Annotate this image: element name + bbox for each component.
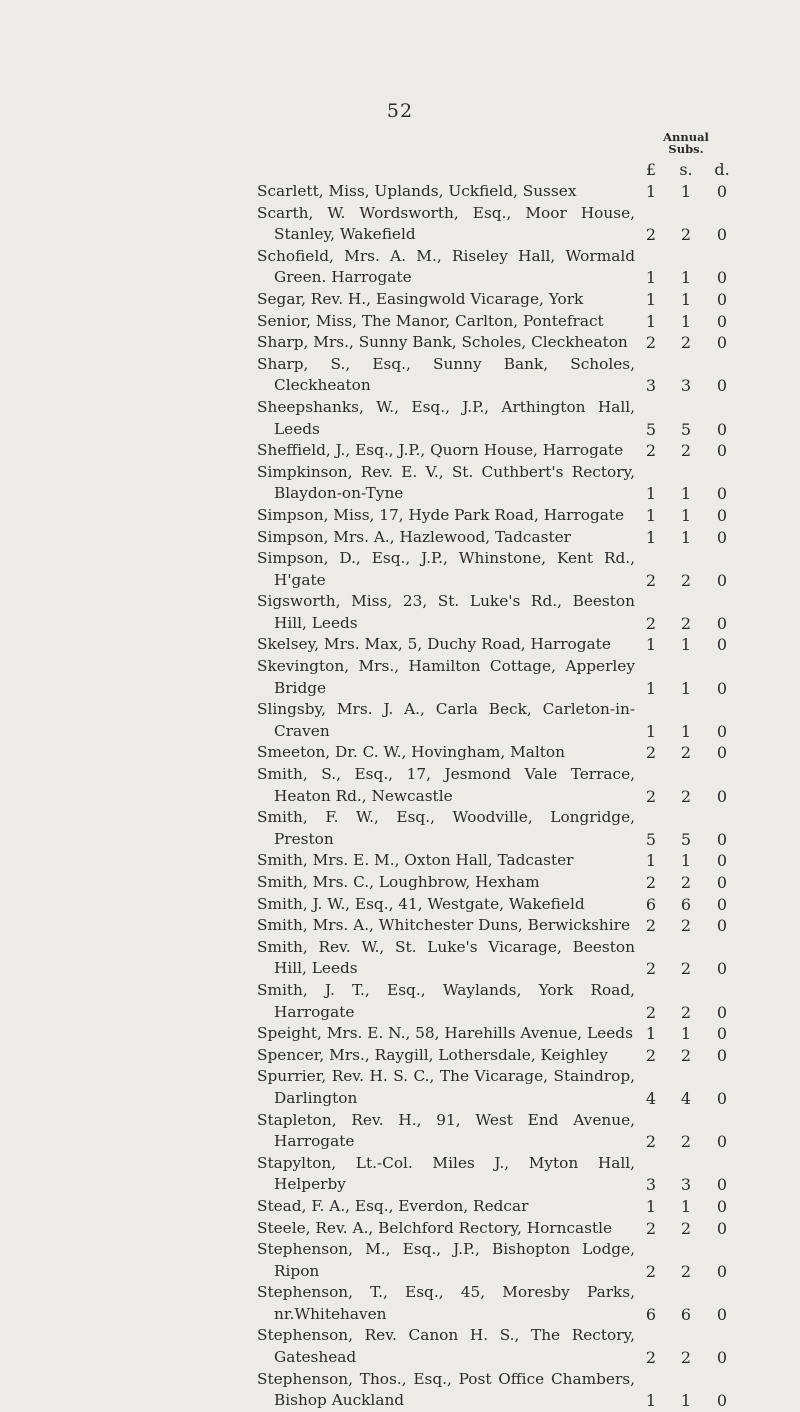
- amount-pence: 0: [716, 1196, 728, 1216]
- list-item: [0, 289, 800, 311]
- amount-shillings: 1: [680, 268, 692, 288]
- amount-pence: 0: [716, 635, 728, 655]
- amount-shillings: 2: [680, 441, 692, 461]
- list-item: [0, 1045, 800, 1067]
- amount-pounds: 2: [645, 786, 657, 806]
- amount-shillings: 4: [680, 1088, 692, 1108]
- amount-pence: 0: [716, 1304, 728, 1324]
- amount-pounds: 2: [645, 1348, 657, 1368]
- subscriber-name: Scarlett, Miss, Uplands, Uckfield, Sussex: [257, 182, 577, 200]
- amount-shillings: 1: [680, 1024, 692, 1044]
- amount-shillings: 2: [680, 959, 692, 979]
- amount-pounds: 5: [645, 829, 657, 849]
- amount-shillings: 2: [680, 1261, 692, 1281]
- subscriber-name: Smith, J. T., Esq., Waylands, York Road, Harrogate: [257, 980, 635, 1021]
- subscriber-name: Skevington, Mrs., Hamilton Cottage, Apperley Bridge: [257, 657, 635, 697]
- amount-pounds: 4: [645, 1088, 657, 1108]
- amount-pence: 0: [716, 570, 728, 590]
- amount-pounds: 2: [645, 873, 657, 892]
- amount-pounds: 2: [645, 1261, 657, 1281]
- amount-pounds: 1: [645, 505, 657, 525]
- amount-pounds: 2: [645, 225, 657, 245]
- amount-pence: 0: [716, 225, 728, 245]
- amount-pounds: 1: [645, 311, 657, 331]
- amount-pence: 0: [716, 678, 728, 698]
- amount-shillings: 2: [680, 1218, 692, 1238]
- amount-pounds: 1: [645, 484, 657, 504]
- subscriber-name: Scarth, W. Wordsworth, Esq., Moor House, Stanley, Wakefield: [257, 203, 635, 244]
- amount-pence: 0: [716, 743, 728, 763]
- amount-pounds: 2: [645, 1218, 657, 1238]
- list-item: [0, 872, 800, 894]
- amount-shillings: 2: [680, 1348, 692, 1368]
- amount-pence: 0: [716, 916, 728, 936]
- amount-pounds: 2: [645, 441, 657, 461]
- amount-pounds: 2: [645, 959, 657, 979]
- amount-pence: 0: [716, 959, 728, 979]
- list-item: [0, 1282, 800, 1325]
- list-item: [0, 699, 800, 742]
- column-header-line1: Annual: [663, 130, 709, 144]
- amount-shillings: 1: [680, 182, 692, 201]
- amount-pence: 0: [716, 268, 728, 288]
- amount-pence: 0: [716, 1261, 728, 1281]
- subscriber-name: Simpson, D., Esq., J.P., Whinstone, Kent Rd., H'gate: [257, 549, 635, 589]
- amount-shillings: 5: [680, 829, 692, 849]
- amount-pounds: 1: [645, 1196, 657, 1216]
- subscriber-name: Stephenson, Rev. Canon H. S., The Rectory, Gateshead: [257, 1326, 635, 1367]
- subscriber-name: Spencer, Mrs., Raygill, Lothersdale, Keighley: [257, 1045, 608, 1064]
- amount-pounds: 2: [645, 1132, 657, 1152]
- amount-pence: 0: [716, 829, 728, 849]
- subscriber-name: Sharp, Mrs., Sunny Bank, Scholes, Cleckheaton: [257, 333, 628, 352]
- amount-pounds: 3: [645, 376, 657, 396]
- list-item: [0, 548, 800, 591]
- column-header: [640, 131, 732, 155]
- subscriber-name: Segar, Rev. H., Easingwold Vicarage, York: [257, 289, 584, 308]
- amount-pounds: 1: [645, 635, 657, 655]
- subscriber-list: [0, 181, 800, 1412]
- list-item: [0, 203, 800, 246]
- amount-shillings: 1: [680, 527, 692, 547]
- subscriber-name: Senior, Miss, The Manor, Carlton, Pontefract: [257, 311, 604, 330]
- list-item: [0, 1369, 800, 1412]
- page-number: 52: [386, 100, 414, 122]
- amount-pence: 0: [716, 484, 728, 504]
- subscriber-name: Simpson, Mrs. A., Hazlewood, Tadcaster: [257, 527, 571, 546]
- subscriber-name: Stephenson, T., Esq., 45, Moresby Parks, nr.Whitehaven: [257, 1283, 635, 1323]
- subscriber-name: Smeeton, Dr. C. W., Hovingham, Malton: [257, 743, 565, 762]
- amount-shillings: 1: [680, 289, 692, 309]
- amount-shillings: 2: [680, 1132, 692, 1152]
- list-item: [0, 354, 800, 397]
- shillings-symbol: s.: [679, 160, 693, 179]
- subscriber-name: Steele, Rev. A., Belchford Rectory, Horncastle: [257, 1218, 613, 1237]
- amount-shillings: 2: [680, 873, 692, 892]
- amount-shillings: 1: [680, 505, 692, 525]
- amount-shillings: 1: [680, 678, 692, 698]
- amount-shillings: 2: [680, 570, 692, 590]
- amount-shillings: 1: [680, 484, 692, 504]
- list-item: [0, 915, 800, 937]
- subscriber-name: Stephenson, M., Esq., J.P., Bishopton Lodge, Ripon: [257, 1240, 635, 1280]
- amount-pence: 0: [716, 333, 728, 353]
- subscriber-name: Smith, Rev. W., St. Luke's Vicarage, Beeston Hill, Leeds: [257, 937, 635, 978]
- list-item: [0, 1325, 800, 1368]
- amount-pounds: 5: [645, 419, 657, 439]
- amount-pounds: 6: [645, 1304, 657, 1324]
- list-item: [0, 980, 800, 1023]
- amount-pence: 0: [716, 505, 728, 525]
- amount-pounds: 1: [645, 1024, 657, 1044]
- amount-pounds: 1: [645, 527, 657, 547]
- amount-pence: 0: [716, 376, 728, 396]
- amount-pounds: 1: [645, 182, 657, 201]
- amount-pounds: 2: [645, 916, 657, 936]
- subscriber-name: Slingsby, Mrs. J. A., Carla Beck, Carleton-in-Craven: [257, 700, 635, 740]
- subscriber-name: Stapylton, Lt.-Col. Miles J., Myton Hall, Helperby: [257, 1153, 635, 1194]
- list-item: [0, 1218, 800, 1240]
- subscriber-name: Speight, Mrs. E. N., 58, Harehills Avenue, Leeds: [257, 1024, 633, 1043]
- amount-pence: 0: [716, 1024, 728, 1044]
- subscriber-name: Smith, Mrs. E. M., Oxton Hall, Tadcaster: [257, 851, 574, 870]
- list-item: [0, 332, 800, 354]
- pounds-symbol: £: [645, 160, 657, 179]
- amount-shillings: 1: [680, 851, 692, 871]
- list-item: [0, 742, 800, 764]
- amount-pence: 0: [716, 1132, 728, 1152]
- pence-symbol: d.: [714, 160, 730, 179]
- list-item: [0, 462, 800, 505]
- list-item: [0, 1023, 800, 1045]
- subscriber-name: Skelsey, Mrs. Max, 5, Duchy Road, Harrogate: [257, 635, 611, 654]
- amount-pence: 0: [716, 1175, 728, 1195]
- amount-shillings: 2: [680, 613, 692, 633]
- amount-shillings: 2: [680, 743, 692, 763]
- list-item: [0, 397, 800, 440]
- subscriber-name: Simpson, Miss, 17, Hyde Park Road, Harrogate: [257, 505, 625, 524]
- subscriber-name: Smith, Mrs. A., Whitchester Duns, Berwickshire: [257, 916, 631, 935]
- subscriber-name: Spurrier, Rev. H. S. C., The Vicarage, Staindrop, Darlington: [257, 1067, 635, 1107]
- amount-pence: 0: [716, 894, 728, 914]
- subscriber-name: Smith, J. W., Esq., 41, Westgate, Wakefield: [257, 894, 585, 913]
- list-item: [0, 1153, 800, 1196]
- subscriber-name: Sheepshanks, W., Esq., J.P., Arthington Hall, Leeds: [257, 397, 635, 438]
- list-item: [0, 656, 800, 699]
- list-item: [0, 1239, 800, 1282]
- amount-pounds: 1: [645, 721, 657, 741]
- amount-pence: 0: [716, 441, 728, 461]
- amount-shillings: 2: [680, 786, 692, 806]
- amount-shillings: 3: [680, 1175, 692, 1195]
- subscriber-name: Sharp, S., Esq., Sunny Bank, Scholes, Cleckheaton: [257, 354, 635, 395]
- list-item: [0, 311, 800, 333]
- subscriber-name: Sheffield, J., Esq., J.P., Quorn House, Harrogate: [257, 441, 624, 460]
- amount-pence: 0: [716, 1045, 728, 1065]
- list-item: [0, 807, 800, 850]
- amount-shillings: 6: [680, 1304, 692, 1324]
- amount-pounds: 1: [645, 268, 657, 288]
- amount-pounds: 2: [645, 570, 657, 590]
- amount-pounds: 1: [645, 289, 657, 309]
- amount-shillings: 5: [680, 419, 692, 439]
- subscriber-name: Stephenson, Thos., Esq., Post Office Chambers, Bishop Auckland: [257, 1369, 635, 1410]
- amount-pence: 0: [716, 851, 728, 871]
- amount-shillings: 6: [680, 894, 692, 914]
- list-item: [0, 505, 800, 527]
- amount-pounds: 2: [645, 333, 657, 353]
- subscriber-name: Schofield, Mrs. A. M., Riseley Hall, Wormald Green. Harrogate: [257, 246, 635, 287]
- amount-pence: 0: [716, 613, 728, 633]
- amount-pounds: 2: [645, 1045, 657, 1065]
- column-header-line2: Subs.: [668, 142, 704, 157]
- amount-shillings: 1: [680, 721, 692, 741]
- subscriber-name: Smith, S., Esq., 17, Jesmond Vale Terrace, Heaton Rd., Newcastle: [257, 765, 635, 805]
- amount-shillings: 2: [680, 916, 692, 936]
- list-item: [0, 764, 800, 807]
- amount-pence: 0: [716, 786, 728, 806]
- amount-pence: 0: [716, 721, 728, 741]
- list-item: [0, 1196, 800, 1218]
- amount-pence: 0: [716, 873, 728, 892]
- amount-pounds: 6: [645, 894, 657, 914]
- amount-shillings: 2: [680, 1002, 692, 1022]
- list-item: [0, 937, 800, 980]
- amount-pounds: 2: [645, 1002, 657, 1022]
- amount-shillings: 2: [680, 333, 692, 353]
- list-item: [0, 634, 800, 656]
- amount-pence: 0: [716, 289, 728, 309]
- list-item: [0, 1110, 800, 1153]
- subscriber-name: Stapleton, Rev. H., 91, West End Avenue, Harrogate: [257, 1110, 635, 1151]
- amount-shillings: 2: [680, 1045, 692, 1065]
- list-item: [0, 527, 800, 549]
- amount-shillings: 1: [680, 311, 692, 331]
- amount-shillings: 1: [680, 635, 692, 655]
- amount-pence: 0: [716, 1218, 728, 1238]
- amount-pence: 0: [716, 527, 728, 547]
- amount-pounds: 1: [645, 1391, 657, 1411]
- amount-shillings: 3: [680, 376, 692, 396]
- subscriber-name: Simpkinson, Rev. E. V., St. Cuthbert's Rectory, Blaydon-on-Tyne: [257, 462, 635, 503]
- amount-pence: 0: [716, 311, 728, 331]
- amount-pence: 0: [716, 1088, 728, 1108]
- subscriber-name: Smith, F. W., Esq., Woodville, Longridge, Preston: [257, 808, 635, 848]
- amount-pence: 0: [716, 1002, 728, 1022]
- amount-shillings: 2: [680, 225, 692, 245]
- list-item: [0, 850, 800, 872]
- list-item: [0, 1066, 800, 1109]
- list-item: [0, 440, 800, 462]
- list-item: [0, 246, 800, 289]
- subscriber-name: Stead, F. A., Esq., Everdon, Redcar: [257, 1196, 529, 1215]
- list-item: [0, 894, 800, 916]
- amount-shillings: 1: [680, 1391, 692, 1411]
- list-item: [0, 181, 800, 203]
- amount-pence: 0: [716, 419, 728, 439]
- amount-shillings: 1: [680, 1196, 692, 1216]
- subscriber-name: Smith, Mrs. C., Loughbrow, Hexham: [257, 873, 540, 891]
- amount-pounds: 1: [645, 678, 657, 698]
- amount-pounds: 2: [645, 613, 657, 633]
- amount-pence: 0: [716, 182, 728, 201]
- amount-pounds: 1: [645, 851, 657, 871]
- amount-pounds: 2: [645, 743, 657, 763]
- amount-pence: 0: [716, 1348, 728, 1368]
- amount-pence: 0: [716, 1391, 728, 1411]
- amount-pounds: 3: [645, 1175, 657, 1195]
- subscriber-name: Sigsworth, Miss, 23, St. Luke's Rd., Beeston Hill, Leeds: [257, 592, 635, 632]
- list-item: [0, 591, 800, 634]
